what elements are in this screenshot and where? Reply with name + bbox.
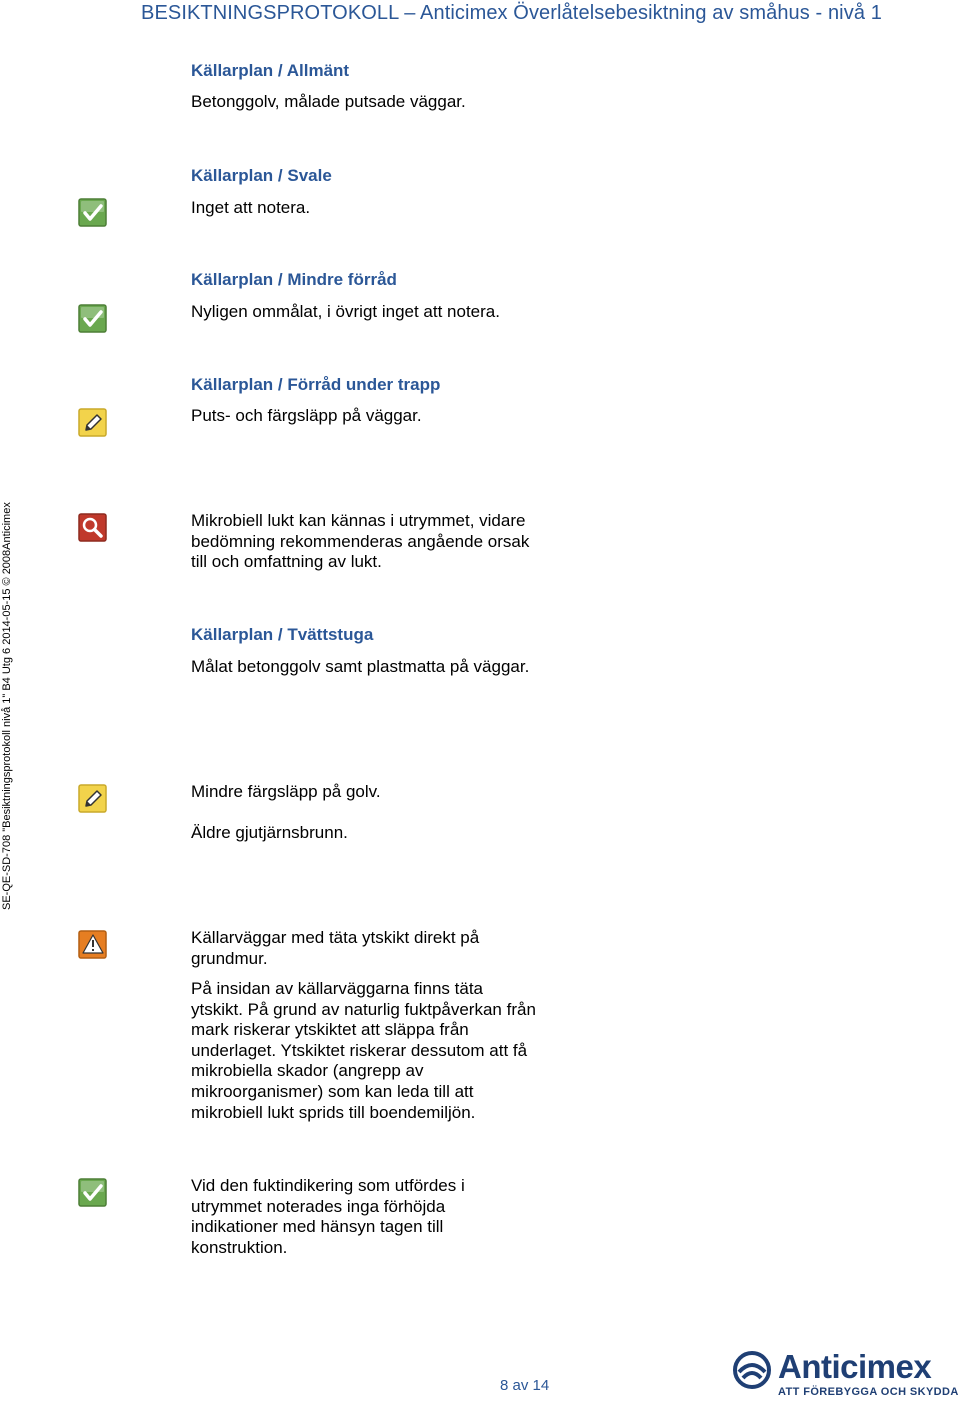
section-heading: Källarplan / Förråd under trapp: [191, 375, 441, 394]
anticimex-logo: [730, 1348, 959, 1403]
document-header: BESIKTNINGSPROTOKOLL – Anticimex Överlåtelsebesiktning av småhus - nivå 1: [141, 2, 882, 24]
section-heading: Källarplan / Allmänt: [191, 61, 350, 80]
logo-name: Anticimex: [778, 1348, 932, 1385]
check-icon: [78, 304, 108, 334]
side-reference-label: SE-QE-SD-708 "Besiktningsprotokoll nivå 1" B4 Utg 6 2014-05-15 © 2008Anticimex: [1, 502, 13, 910]
pencil-icon: [78, 784, 108, 814]
section-text: Puts- och färgsläpp på väggar.: [191, 406, 422, 425]
check-icon: [78, 1178, 108, 1208]
section-text: Inget att notera.: [191, 198, 311, 217]
section-text: Betonggolv, målade putsade väggar.: [191, 92, 466, 111]
pencil-icon: [78, 408, 108, 438]
magnifier-icon: [78, 513, 108, 543]
logo-tagline: ATT FÖREBYGGA OCH SKYDDA: [778, 1386, 959, 1398]
anticimex-logo-mark-icon: [730, 1350, 774, 1390]
section-text: Målat betonggolv samt plastmatta på väggar.: [191, 657, 530, 676]
section-text: Mikrobiell lukt kan kännas i utrymmet, vidare bedömning rekommenderas angående orsak till och omfattning av lukt.: [191, 511, 530, 572]
section-heading: Källarplan / Mindre förråd: [191, 270, 397, 289]
section-heading: Källarplan / Svale: [191, 166, 332, 185]
check-icon: [78, 198, 108, 228]
section-text-secondary: På insidan av källarväggarna finns täta ytskikt. På grund av naturlig fuktpåverkan från mark riskerar ytskiktet att släppa från underlaget. Ytskiktet riskerar dessutom att få mikrobiella skador (angrepp av mikroorganismer) som kan leda till att mikrobiell lukt sprids till boendemiljön.: [191, 979, 536, 1122]
section-text: Källarväggar med täta ytskikt direkt på grundmur.: [191, 928, 480, 968]
section-text: Vid den fuktindikering som utfördes i utrymmet noterades inga förhöjda indikationer med hänsyn tagen till konstruktion.: [191, 1176, 465, 1257]
warning-icon: [78, 930, 108, 960]
section-text-secondary: Äldre gjutjärnsbrunn.: [191, 823, 348, 842]
page-number: 8 av 14: [500, 1377, 550, 1394]
section-text: Mindre färgsläpp på golv.: [191, 782, 381, 801]
section-text: Nyligen ommålat, i övrigt inget att notera.: [191, 302, 500, 321]
section-heading: Källarplan / Tvättstuga: [191, 625, 374, 644]
